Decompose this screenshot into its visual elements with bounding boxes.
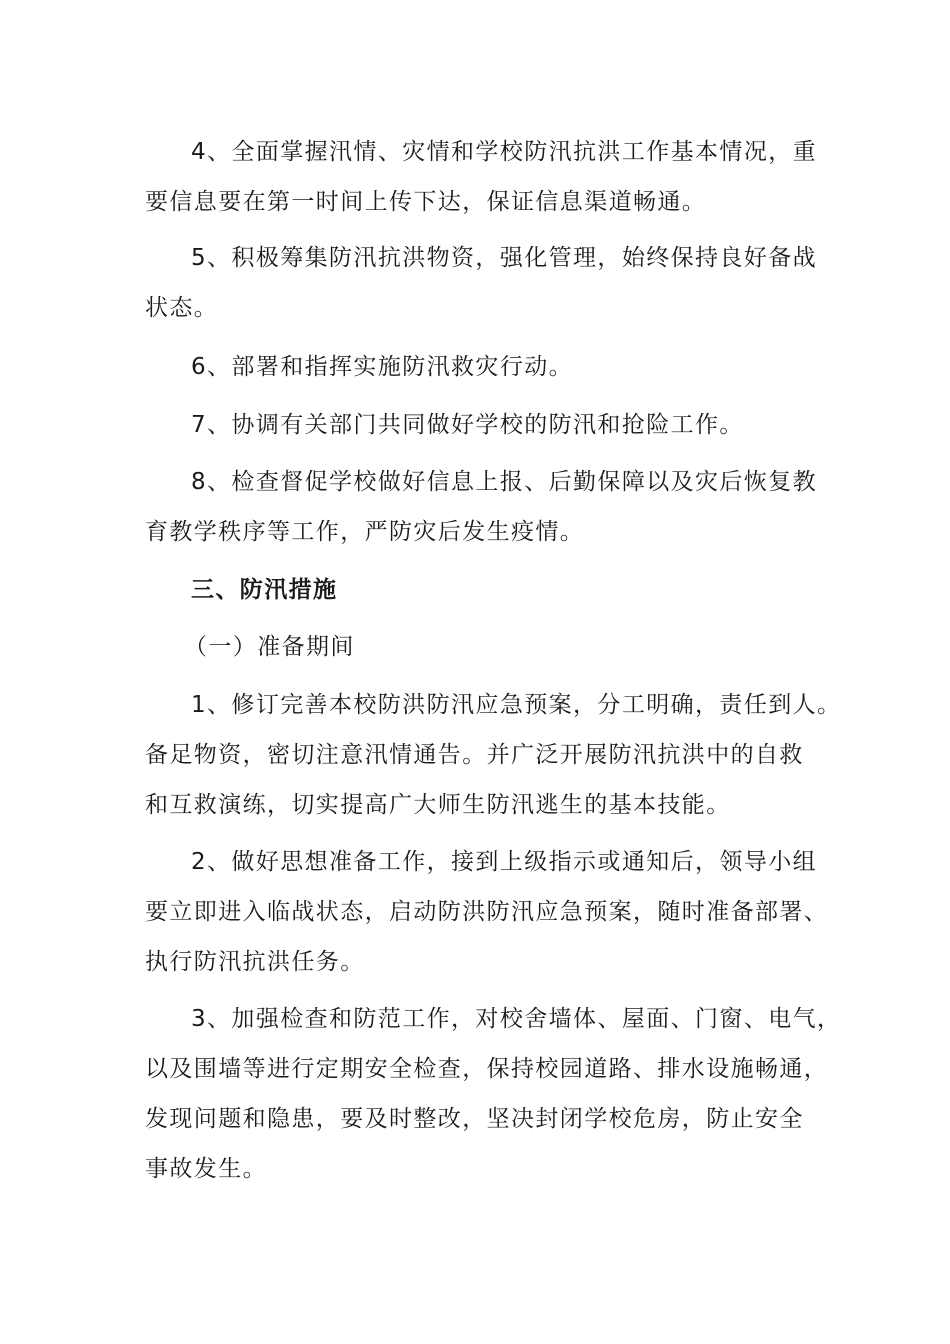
text-line-3: 5、积极筹集防汛抗洪物资，强化管理，始终保持良好备战 — [191, 245, 818, 271]
text-line-18: 以及围墙等进行定期安全检查，保持校园道路、排水设施畅通， — [145, 1056, 829, 1082]
text-line-14: 2、做好思想准备工作，接到上级指示或通知后，领导小组 — [191, 849, 818, 875]
text-line-5: 6、部署和指挥实施防汛救灾行动。 — [191, 354, 574, 380]
text-line-20: 事故发生。 — [145, 1156, 267, 1182]
text-line-8: 育教学秩序等工作，严防灾后发生疫情。 — [145, 519, 585, 545]
text-line-12: 备足物资，密切注意汛情通告。并广泛开展防汛抗洪中的自救 — [145, 742, 804, 768]
text-line-19: 发现问题和隐患，要及时整改，坚决封闭学校危房，防止安全 — [145, 1106, 804, 1132]
text-line-13: 和互救演练，切实提高广大师生防汛逃生的基本技能。 — [145, 792, 731, 818]
text-line-6: 7、协调有关部门共同做好学校的防汛和抢险工作。 — [191, 412, 744, 438]
text-line-15: 要立即进入临战状态，启动防洪防汛应急预案，随时准备部署、 — [145, 899, 829, 925]
text-line-11: 1、修订完善本校防洪防汛应急预案，分工明确，责任到人。 — [191, 692, 842, 718]
subsection-heading: （一）准备期间 — [184, 634, 355, 660]
text-line-17: 3、加强检查和防范工作，对校舍墙体、屋面、门窗、电气， — [191, 1006, 842, 1032]
text-line-7: 8、检查督促学校做好信息上报、后勤保障以及灾后恢复教 — [191, 469, 818, 495]
section-heading: 三、防汛措施 — [191, 577, 338, 603]
text-line-4: 状态。 — [145, 295, 219, 321]
text-line-1: 4、全面掌握汛情、灾情和学校防汛抗洪工作基本情况，重 — [191, 139, 818, 165]
text-line-16: 执行防汛抗洪任务。 — [145, 949, 365, 975]
text-line-2: 要信息要在第一时间上传下达，保证信息渠道畅通。 — [145, 189, 707, 215]
